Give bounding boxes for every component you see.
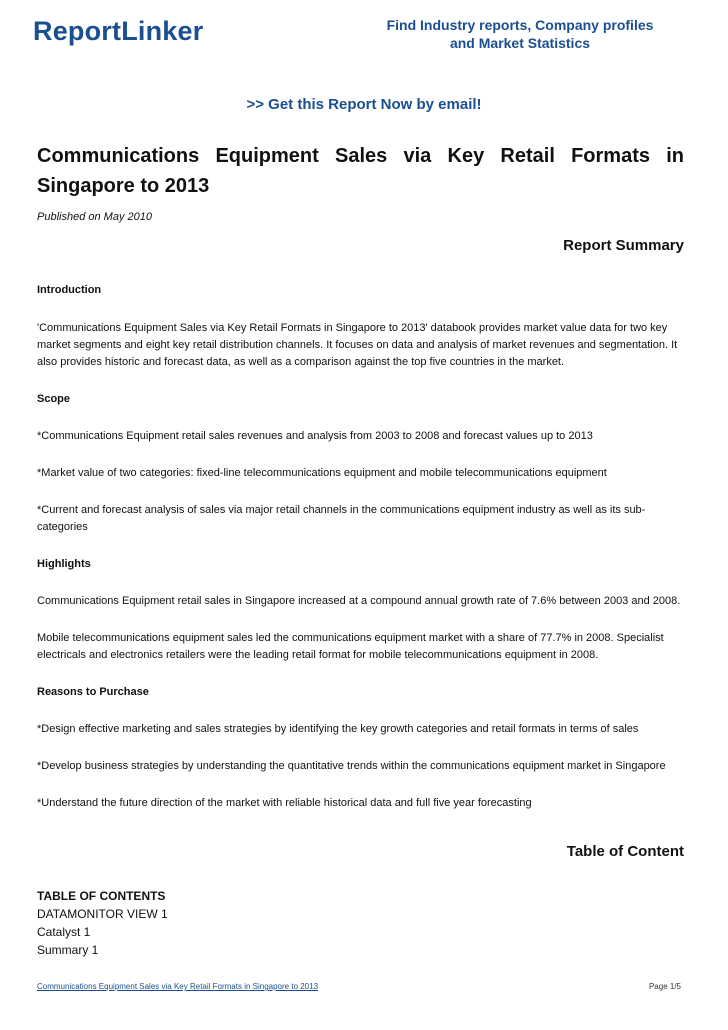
scope-heading: Scope bbox=[37, 393, 71, 405]
published-date: Published on May 2010 bbox=[37, 211, 152, 223]
tagline-line-1: Find Industry reports, Company profiles bbox=[386, 17, 654, 33]
footer-report-link[interactable]: Communications Equipment Sales via Key Retail Formats in Singapore to 2013 bbox=[37, 982, 319, 991]
introduction-heading: Introduction bbox=[37, 284, 102, 296]
reportlinker-logo[interactable]: ReportLinker bbox=[33, 16, 204, 46]
reasons-item: *Develop business strategies by understanding the quantitative trends within the communications equipment market in Singapore bbox=[37, 760, 666, 772]
report-title: Communications Equipment Sales via Key Retail Formats in Singapore to 2013 bbox=[37, 145, 684, 197]
tagline-line-2: and Market Statistics bbox=[449, 35, 591, 51]
toc-item: Summary 1 bbox=[37, 943, 99, 957]
header-tagline bbox=[385, 16, 655, 52]
toc-item: DATAMONITOR VIEW 1 bbox=[37, 907, 168, 921]
page-number: Page 1/5 bbox=[648, 982, 681, 991]
introduction-text: 'Communications Equipment Sales via Key Retail Formats in Singapore to 2013' databook provides market value data for two key market segments and eight key retail distribution channels. It focuses on data and analysis of market revenues and segmentation. It also provides historic and forecast data, as well as a comparison against the top five countries in the market. bbox=[37, 322, 678, 368]
reasons-heading: Reasons to Purchase bbox=[37, 686, 149, 698]
table-of-content-heading: Table of Content bbox=[566, 843, 684, 860]
report-summary-content bbox=[37, 282, 687, 812]
toc-item: Catalyst 1 bbox=[37, 925, 91, 939]
reasons-item: *Understand the future direction of the market with reliable historical data and full five year forecasting bbox=[37, 797, 532, 809]
get-report-link[interactable]: >> Get this Report Now by email! bbox=[246, 96, 482, 113]
scope-item: *Market value of two categories: fixed-line telecommunications equipment and mobile telecommunications equipment bbox=[37, 467, 607, 479]
toc-title: TABLE OF CONTENTS bbox=[37, 889, 166, 903]
report-summary-heading: Report Summary bbox=[563, 237, 684, 254]
highlights-item: Mobile telecommunications equipment sales led the communications equipment market with a share of 77.7% in 2008. Specialist electricals and electronics retailers were the leading retail format for mobile telecommunications equipment in 2008. bbox=[37, 632, 664, 661]
table-of-contents bbox=[37, 887, 437, 959]
highlights-item: Communications Equipment retail sales in Singapore increased at a compound annual growth rate of 7.6% between 2003 and 2008. bbox=[37, 595, 681, 607]
scope-item: *Communications Equipment retail sales revenues and analysis from 2003 to 2008 and forecast values up to 2013 bbox=[37, 430, 593, 442]
scope-item: *Current and forecast analysis of sales via major retail channels in the communications equipment industry as well as its sub-categories bbox=[37, 504, 646, 533]
reasons-item: *Design effective marketing and sales strategies by identifying the key growth categories and retail formats in terms of sales bbox=[37, 723, 639, 735]
highlights-heading: Highlights bbox=[37, 558, 91, 570]
